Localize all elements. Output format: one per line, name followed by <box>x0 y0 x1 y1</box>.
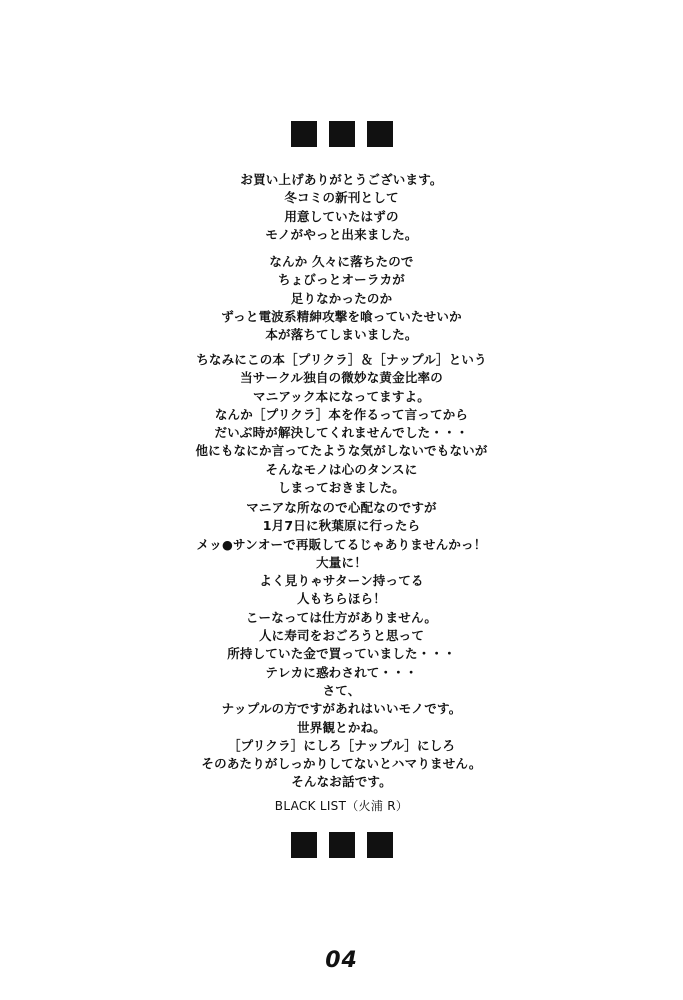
text-line: 冬コミの新刊として <box>284 190 399 206</box>
text-line: そんなお話です。 <box>291 774 392 790</box>
text-line: そんなモノは心のタンスに <box>265 461 418 477</box>
text-line: よく見りゃサターン持ってる <box>259 573 424 589</box>
text-line: 所持していた金で買っていました・・・ <box>227 646 456 662</box>
signature: BLACK LIST（火浦 R） <box>274 799 409 813</box>
text-line: 当サークル独自の微妙な黄金比率の <box>240 370 443 386</box>
text-line: メッ●サンオーで再販してるじゃありませんかっ！ <box>196 536 487 552</box>
text-line: マニアック本になってますよ。 <box>253 388 430 404</box>
text-line: 人もちらほら！ <box>297 591 386 607</box>
text-line: マニアな所なので心配なのですが <box>246 500 437 515</box>
text-line: 大量に！ <box>316 554 367 570</box>
paragraph-4 <box>0 499 683 682</box>
text-line: ずっと電波系精紳攻撃を喰っていたせいか <box>221 308 462 324</box>
text-line: テレカに惑わされて・・・ <box>265 664 418 680</box>
page-number: 04 <box>325 948 358 973</box>
text-line: 世界観とかね。 <box>297 719 386 735</box>
text-line: なんか 久々に落ちたので <box>269 254 414 269</box>
text-line: こーなっては仕方がありません。 <box>245 609 438 625</box>
text-line: 本が落ちてしまいました。 <box>265 327 418 343</box>
text-line: ちなみにこの本［プリクラ］＆［ナップル］という <box>196 352 487 367</box>
bottom-square-ornament <box>0 832 683 858</box>
paragraph-1 <box>0 171 683 244</box>
text-line: 他にもなにか言ってたような気がしないでもないが <box>195 443 488 459</box>
paragraph-2 <box>0 253 683 344</box>
text-line: さて、 <box>322 683 361 698</box>
text-line: お買い上げありがとうございます。 <box>240 172 443 187</box>
text-line: ナップルの方ですがあれはいいモノです。 <box>221 701 462 717</box>
text-line: そのあたりがしっかりしてないとハマりません。 <box>201 756 482 772</box>
text-line: ちょびっとオーラカが <box>277 272 405 288</box>
text-line: 足りなかったのか <box>290 290 393 306</box>
text-line: しまっておきました。 <box>277 480 405 496</box>
black-square <box>291 121 317 147</box>
text-line: 人に寿司をおごろうと思って <box>258 628 425 644</box>
text-line: ［プリクラ］にしろ［ナップル］にしろ <box>227 737 456 753</box>
text-line: モノがやっと出来ました。 <box>265 226 418 242</box>
text-line: だいぶ時が解決してくれませんでした・・・ <box>214 425 469 441</box>
black-square <box>367 832 393 858</box>
text-line: なんか［プリクラ］本を作るって言ってから <box>214 406 469 422</box>
black-square <box>367 121 393 147</box>
black-square <box>291 832 317 858</box>
black-square <box>329 832 355 858</box>
top-square-ornament <box>0 121 683 147</box>
paragraph-5 <box>0 682 683 792</box>
text-line: 1月7日に秋葉原に行ったら <box>262 518 421 534</box>
black-square <box>329 121 355 147</box>
text-line: 用意していたはずの <box>284 208 399 224</box>
paragraph-3 <box>0 351 683 497</box>
